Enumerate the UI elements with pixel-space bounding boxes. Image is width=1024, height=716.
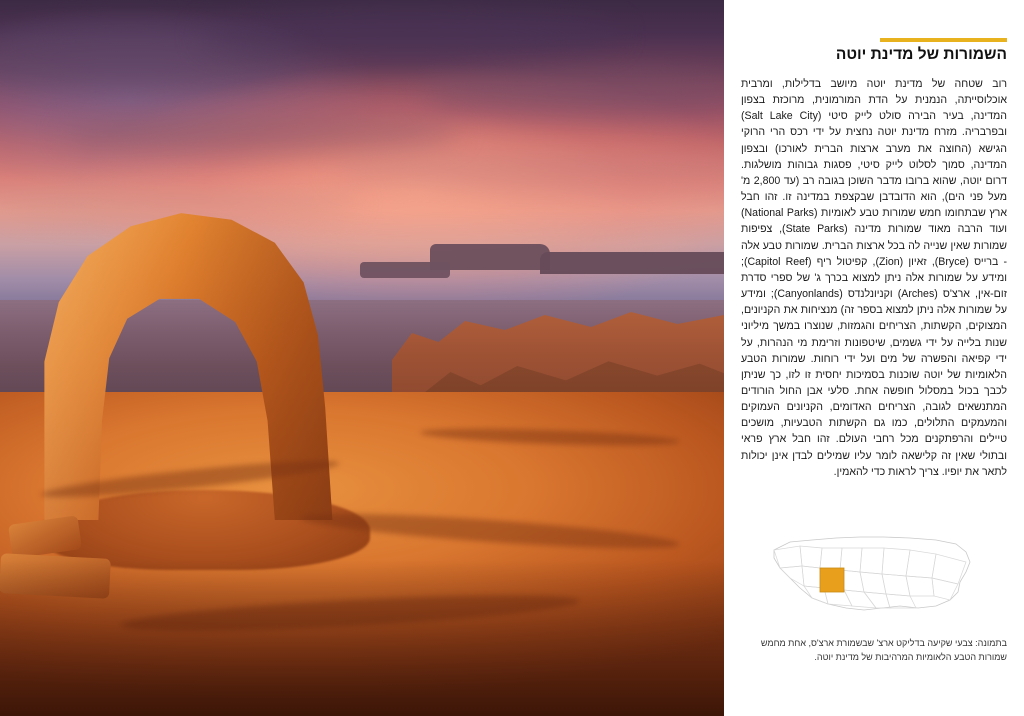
foreground-shadow [0, 560, 724, 716]
utah-highlight [820, 568, 844, 592]
photo-caption: בתמונה: צבעי שקיעה בדליקט ארצ' שבשמורת ארצ'ס, אחת מחמש שמורות הטבע הלאומיות המרהיבות של מדינת יוטה. [760, 638, 1007, 662]
article-column [724, 0, 1024, 716]
cloud-band [200, 6, 620, 64]
page-title: השמורות של מדינת יוטה [835, 46, 1007, 63]
distant-mesa [540, 252, 724, 274]
cloud-band [60, 110, 460, 154]
heading-rule [880, 38, 1007, 42]
article-body: רוב שטחה של מדינת יוטה מיושב בדלילות, ומרבית אוכלוסייתה, הנמנית על הדת המורמונית, מרוכזת בצפון המדינה, בעיר הבירה סולט לייק סיטי (Salt Lake City) ובפרבריה. מזרח מדינת יוטה נחצית על ידי רכס הרי הרוקי הגישא (החוצה את מערב ארצות הברית לאורכו) ובצפון המדינה, סמוך לסלוט לייק סיטי, פסגות גבוהות מושלגות. דרום יוטה, שהוא ברובו מדבר השוכן בגובה רב (עד 2,800 מ' מעל פני הים), הוא הדובדבן שבקצפת במדינה זו. זהו חבל ארץ שבתחומו חמש שמורות טבע לאומיות (National Parks) ועוד הרבה מאוד שמורות מדינה (State Parks), צפיפות שמורות שאין שנייה לה בכל ארצות הברית. שמורות טבע אלה - ברייס (Bryce), זאיון (Zion), קפיטול ריף (Capitol Reef); ומידע על שמורות אלה ניתן למצוא בכרך ג' של ספרי סדרת זום-אין, ארצ'ס (Arches) וקניונלנדס (Canyonlands); ומידע על שמורות אלה ניתן למצוא בספר זה) מנציחות את הקניונים, המצוקים, הקשתות, הצריחים והגמזות, שנוצרו במשך מיליוני שנות בלייה על ידי גשמים, שיטפונות וזרימת מי הנהרות, על ידי קפיאה והפשרה של מים ועל ידי רוחות. שמורות הטבע הלאומיות של יוטה שוכנות בסמיכות יחסית זו לזו, כך שניתן לכבך בכול במסלול חופשה אחת. סלעי אבן החול הורודים המתנשאים לגובה, הצריחים האדומים, הקניונים העמוקים והמעמקים התלולים, כמו גם הקשתות הטבעיות, מושכים טיילים והרפתקנים מכל רחבי העולם. זהו חבל ארץ פראי ובתולי שאין זה קלישאה לומר עליו שמילים לבדן אינן יכולות לתאר את יופיו. צריך לראות כדי להאמין. [741, 78, 1008, 478]
cloud-band [330, 150, 724, 190]
usa-map-svg [760, 528, 986, 620]
usa-map-utah-highlighted [760, 528, 986, 620]
